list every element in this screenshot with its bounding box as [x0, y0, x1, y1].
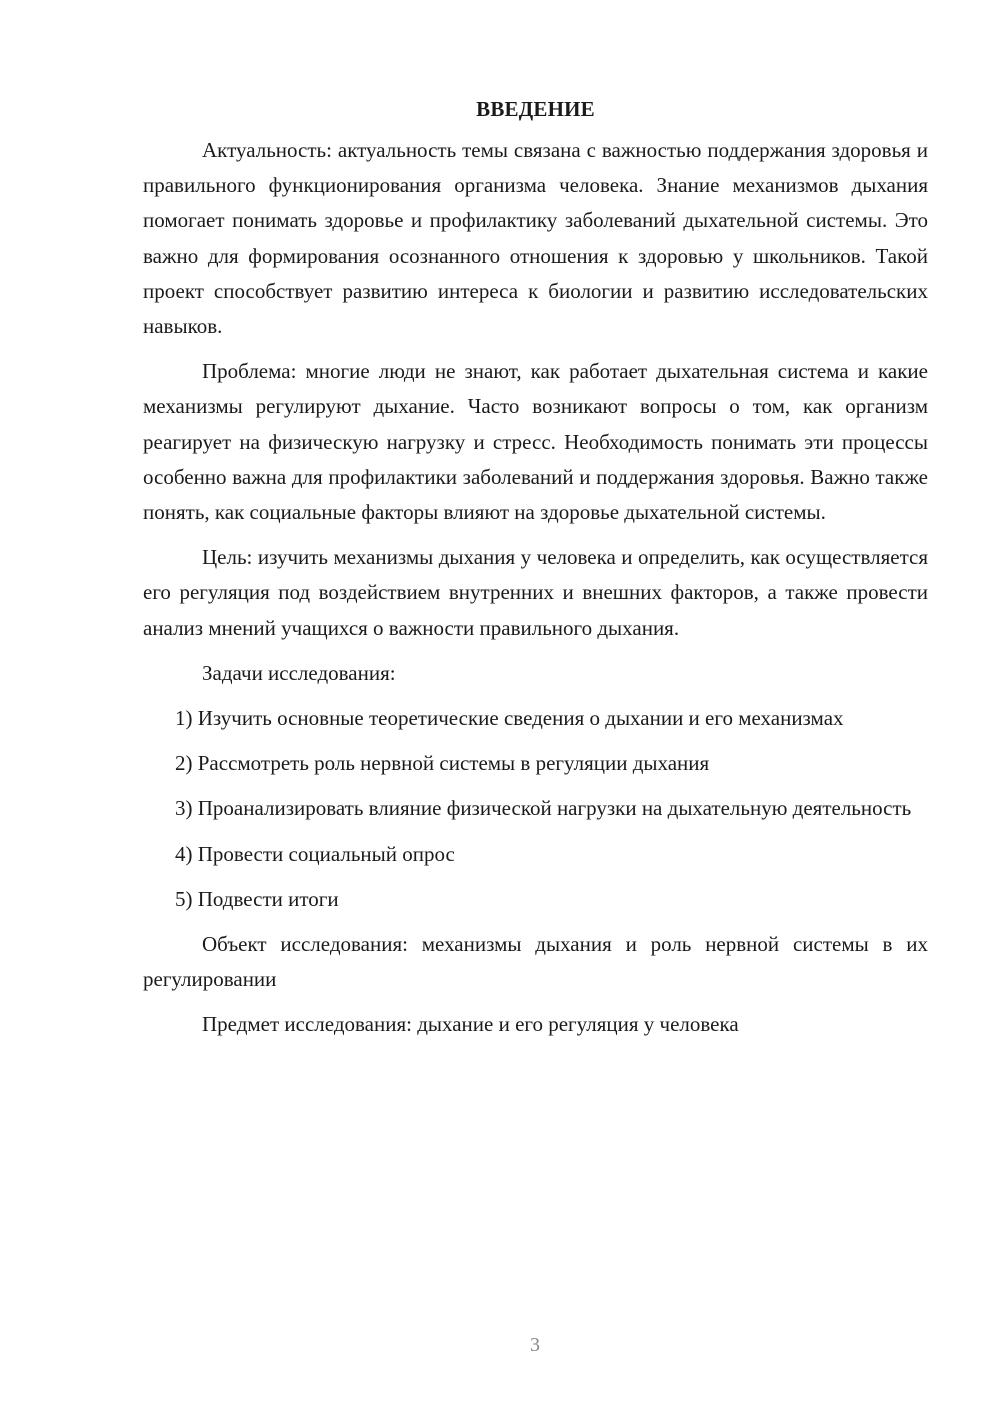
task-item-1: 1) Изучить основные теоретические сведения о дыхании и его механизмах — [175, 706, 844, 731]
paragraph-subject: Предмет исследования: дыхание и его регуляция у человека — [202, 1012, 739, 1037]
task-item-5: 5) Подвести итоги — [175, 886, 339, 911]
paragraph-goal: Цель: изучить механизмы дыхания у человека и определить, как осуществляется его регуляция под воздействием внутренних и внешних факторов, а также провести анализ мнений учащихся о важности правильного дыхания. — [143, 545, 928, 640]
paragraph-problem: Проблема: многие люди не знают, как работает дыхательная система и какие механизмы регулируют дыхание. Часто возникают вопросы о том, как организм реагирует на физическую нагрузку и стресс. Необходимость понимать эти процессы особенно важна для профилактики заболеваний и поддержания здоровья. Важно также понять, как социальные факторы влияют на здоровье дыхательной системы. — [143, 359, 928, 525]
document-page — [143, 92, 928, 1053]
tasks-heading: Задачи исследования: — [202, 660, 396, 685]
page-title: ВВЕДЕНИЕ — [476, 97, 595, 121]
task-item-3: 3) Проанализировать влияние физической нагрузки на дыхательную деятельность — [175, 796, 912, 821]
page-number: 3 — [530, 1334, 540, 1356]
paragraph-relevance: Актуальность: актуальность темы связана с важностью поддержания здоровья и правильного функционирования организма человека. Знание механизмов дыхания помогает понимать здоровье и профилактику заболеваний дыхательной системы. Это важно для формирования осознанного отношения к здоровью у школьников. Такой проект способствует развитию интереса к биологии и развитию исследовательских навыков. — [143, 138, 928, 339]
task-item-4: 4) Провести социальный опрос — [175, 841, 455, 866]
task-item-2: 2) Рассмотреть роль нервной системы в регуляции дыхания — [175, 751, 710, 776]
paragraph-object: Объект исследования: механизмы дыхания и роль нервной системы в их регулировании — [143, 932, 928, 992]
